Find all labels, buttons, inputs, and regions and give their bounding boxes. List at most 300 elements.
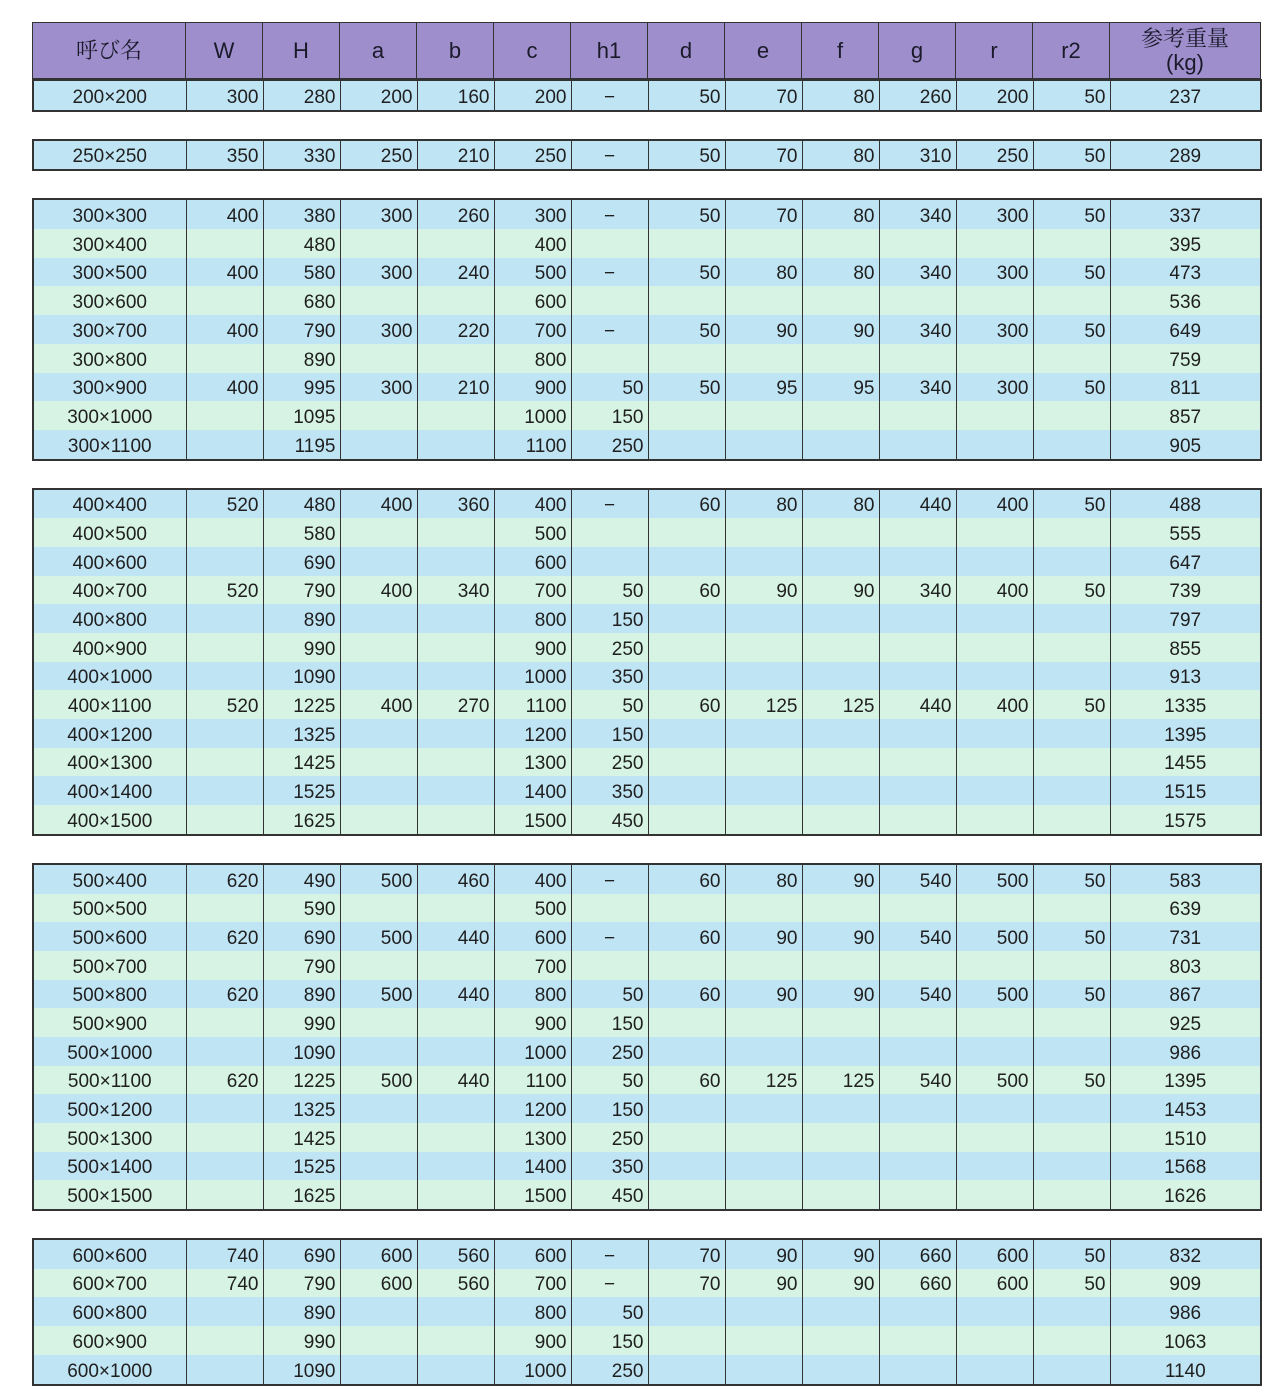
table-cell: 1225 [263,690,340,719]
table-cell: 250 [956,140,1033,171]
table-cell: 60 [648,864,725,894]
table-cell: 460 [417,864,494,894]
header-weight [1110,23,1261,79]
table-cell: 890 [263,1297,340,1326]
table-cell [340,805,417,835]
table-cell: 300 [956,199,1033,229]
table-cell: 797 [1110,604,1261,633]
table-cell [802,1355,879,1385]
table-cell: 95 [725,373,802,402]
table-row [33,80,1261,111]
table-cell: 739 [1110,576,1261,605]
table-cell: 80 [725,864,802,894]
table-cell [340,1297,417,1326]
table-cell [648,401,725,430]
table-cell: 200×200 [33,80,186,111]
table-cell: 986 [1110,1297,1261,1326]
table-cell [802,344,879,373]
table-cell: 300×400 [33,229,186,258]
table-cell [802,430,879,460]
table-cell: 50 [1033,1239,1110,1269]
table-row [33,518,1261,547]
table-cell: 905 [1110,430,1261,460]
table-cell: 488 [1110,489,1261,519]
table-cell [956,748,1033,777]
header-weight-unit: (kg) [1166,49,1204,75]
table-cell: 400×500 [33,518,186,547]
table-cell: 811 [1110,373,1261,402]
table-cell: 380 [263,199,340,229]
table-cell [648,1152,725,1181]
table-cell [879,1094,956,1123]
table-cell [186,1180,263,1210]
table-row [33,1355,1261,1385]
table-cell [956,1037,1033,1066]
table-cell [1033,951,1110,980]
table-cell [725,1123,802,1152]
table-cell: 600×600 [33,1239,186,1269]
table-cell [340,1326,417,1355]
table-cell: 690 [263,922,340,951]
table-cell: 803 [1110,951,1261,980]
table-cell: 450 [571,1180,648,1210]
table-cell: 400 [956,690,1033,719]
table-cell: 800 [494,604,571,633]
table-cell: 890 [263,980,340,1009]
table-cell [186,518,263,547]
table-cell: 867 [1110,980,1261,1009]
table-cell [186,894,263,923]
table-cell: 400×1400 [33,776,186,805]
table-cell: 340 [417,576,494,605]
table-cell [1033,1123,1110,1152]
table-row [33,1066,1261,1095]
table-cell: 500×1400 [33,1152,186,1181]
table-cell [186,1355,263,1385]
table-cell [417,1123,494,1152]
table-cell [879,1037,956,1066]
table-cell: 480 [263,489,340,519]
table-cell: 500 [956,1066,1033,1095]
table-cell [879,286,956,315]
table-row [33,1008,1261,1037]
table-cell [879,748,956,777]
table-cell [340,430,417,460]
table-cell: 310 [879,140,956,171]
table-cell: 50 [571,1066,648,1095]
table-cell [1033,229,1110,258]
table-cell [1033,1180,1110,1210]
table-cell: 500 [956,922,1033,951]
table-cell [186,633,263,662]
table-cell [1033,430,1110,460]
table-cell: 600 [956,1269,1033,1298]
table-cell [417,1008,494,1037]
table-cell: 90 [802,1269,879,1298]
table-cell: 300×300 [33,199,186,229]
header-r2: r2 [1033,23,1110,79]
table-cell [340,518,417,547]
group-gap [32,461,1259,488]
table-cell: 500 [340,1066,417,1095]
table-cell [956,805,1033,835]
table-cell: 890 [263,604,340,633]
table-cell: 300×900 [33,373,186,402]
table-cell [340,1094,417,1123]
table-cell: 400 [956,489,1033,519]
table-cell: 1500 [494,805,571,835]
table-cell: 500 [494,518,571,547]
table-cell: 60 [648,922,725,951]
table-cell: 280 [263,80,340,111]
table-cell [186,776,263,805]
table-cell [340,401,417,430]
table-cell: 660 [879,1239,956,1269]
table-cell: 50 [571,576,648,605]
table-cell: 1510 [1110,1123,1261,1152]
table-cell [1033,633,1110,662]
table-cell [1033,1094,1110,1123]
table-cell: 900 [494,1008,571,1037]
table-cell: 240 [417,258,494,287]
table-cell: 555 [1110,518,1261,547]
table-cell: 400×1100 [33,690,186,719]
table-cell: 90 [802,922,879,951]
table-row [33,864,1261,894]
table-cell: 600×900 [33,1326,186,1355]
table-cell: 520 [186,576,263,605]
table-cell [417,1152,494,1181]
table-cell: 300 [186,80,263,111]
table-cell: 1300 [494,1123,571,1152]
table-cell: 1625 [263,1180,340,1210]
table-cell: 600 [494,922,571,951]
table-cell [956,1123,1033,1152]
table-cell: 250×250 [33,140,186,171]
table-cell: − [571,199,648,229]
table-cell: 600×1000 [33,1355,186,1385]
table-cell [802,518,879,547]
table-cell: 400×700 [33,576,186,605]
table-cell [340,748,417,777]
table-cell: 1000 [494,1355,571,1385]
table-cell: 260 [879,80,956,111]
table-cell [648,604,725,633]
table-cell: 60 [648,489,725,519]
table-cell [956,1094,1033,1123]
table-cell: 540 [879,922,956,951]
table-cell [1033,604,1110,633]
table-cell [340,286,417,315]
table-cell: 125 [802,1066,879,1095]
table-cell: 1000 [494,401,571,430]
table-cell [648,344,725,373]
table-cell: 90 [802,864,879,894]
table-cell: 1095 [263,401,340,430]
table-cell: 340 [879,258,956,287]
table-cell: 473 [1110,258,1261,287]
table-cell [648,1008,725,1037]
table-cell: 150 [571,604,648,633]
table-row [33,1269,1261,1298]
table-row [33,258,1261,287]
table-cell: 639 [1110,894,1261,923]
table-cell [879,719,956,748]
table-cell [956,547,1033,576]
table-cell [417,662,494,691]
table-cell [956,1355,1033,1385]
table-cell: 440 [417,922,494,951]
table-cell: 450 [571,805,648,835]
table-cell [340,719,417,748]
table-cell [571,518,648,547]
table-cell: 1200 [494,1094,571,1123]
table-cell: 60 [648,576,725,605]
table-cell [802,1180,879,1210]
table-cell: 125 [802,690,879,719]
table-cell: 1090 [263,1355,340,1385]
table-row [33,1326,1261,1355]
table-cell: 580 [263,518,340,547]
table-cell [725,1008,802,1037]
table-cell [186,430,263,460]
table-cell [725,1326,802,1355]
table-row [33,748,1261,777]
table-cell [1033,719,1110,748]
table-cell [879,401,956,430]
table-cell: 350 [571,1152,648,1181]
table-cell [340,1037,417,1066]
table-cell: 440 [879,690,956,719]
table-cell: 1400 [494,1152,571,1181]
table-cell [340,662,417,691]
group-table [32,863,1262,1211]
table-cell: 1300 [494,748,571,777]
table-cell: 500×600 [33,922,186,951]
table-cell: 900 [494,633,571,662]
table-group [32,488,1259,836]
table-cell: 1500 [494,1180,571,1210]
table-cell: 500×1500 [33,1180,186,1210]
table-cell [802,633,879,662]
table-cell [648,1123,725,1152]
table-cell [879,1326,956,1355]
table-cell [956,1152,1033,1181]
table-cell: 1575 [1110,805,1261,835]
table-cell: 50 [648,199,725,229]
table-cell: 300 [340,258,417,287]
table-cell: 300 [340,373,417,402]
table-cell: 90 [725,1239,802,1269]
table-cell [802,604,879,633]
table-cell: 50 [571,373,648,402]
table-cell: 540 [879,864,956,894]
table-row [33,894,1261,923]
table-cell [956,1180,1033,1210]
table-cell: 1090 [263,662,340,691]
table-cell [725,430,802,460]
table-cell: 90 [725,315,802,344]
table-cell: 250 [571,1355,648,1385]
table-cell [725,951,802,980]
table-cell: − [571,258,648,287]
table-cell [417,518,494,547]
table-cell [571,894,648,923]
table-cell: 50 [648,258,725,287]
table-cell: 250 [340,140,417,171]
table-cell [802,1008,879,1037]
table-cell: 50 [1033,489,1110,519]
group-gap [32,112,1259,139]
group-table [32,488,1262,836]
table-cell: 1225 [263,1066,340,1095]
table-cell: 520 [186,489,263,519]
table-cell: 832 [1110,1239,1261,1269]
table-cell: 690 [263,547,340,576]
table-cell: 80 [725,258,802,287]
table-cell: 1626 [1110,1180,1261,1210]
table-cell: 300 [340,199,417,229]
table-cell: 95 [802,373,879,402]
spec-table-page [32,22,1259,1386]
table-cell [186,951,263,980]
table-cell [648,633,725,662]
table-cell [1033,1008,1110,1037]
table-cell: 1525 [263,1152,340,1181]
table-row [33,140,1261,171]
table-cell [1033,1297,1110,1326]
table-cell: 1515 [1110,776,1261,805]
table-cell: 990 [263,1008,340,1037]
table-cell: 90 [802,315,879,344]
table-cell: 400 [186,373,263,402]
table-cell [648,547,725,576]
table-cell [417,286,494,315]
table-cell [417,1094,494,1123]
table-cell: 260 [417,199,494,229]
table-cell [186,1037,263,1066]
table-cell [879,518,956,547]
table-cell: 150 [571,719,648,748]
table-cell: 50 [648,315,725,344]
table-cell: 250 [571,1037,648,1066]
table-cell [802,805,879,835]
table-cell: 350 [571,776,648,805]
table-cell: 250 [571,748,648,777]
table-cell: 50 [1033,576,1110,605]
table-cell: 500×800 [33,980,186,1009]
table-cell: 330 [263,140,340,171]
table-cell: 1625 [263,805,340,835]
table-cell: 700 [494,1269,571,1298]
header-weight-label: 参考重量 [1140,25,1229,51]
table-cell [725,894,802,923]
table-cell: 1568 [1110,1152,1261,1181]
table-row [33,1239,1261,1269]
table-cell: 1000 [494,1037,571,1066]
table-cell [956,951,1033,980]
table-cell: 1425 [263,748,340,777]
table-cell: 300×700 [33,315,186,344]
table-cell [340,1355,417,1385]
table-cell [417,1326,494,1355]
table-cell: 200 [956,80,1033,111]
table-cell: 250 [571,1123,648,1152]
table-cell [648,951,725,980]
table-row [33,776,1261,805]
table-cell: 990 [263,1326,340,1355]
table-cell [802,719,879,748]
table-cell: 1100 [494,430,571,460]
table-cell: 400×800 [33,604,186,633]
table-cell: − [571,80,648,111]
table-cell [648,805,725,835]
table-row [33,344,1261,373]
table-cell [1033,662,1110,691]
table-cell: 560 [417,1239,494,1269]
spec-table-header [32,22,1261,79]
table-cell: 300×800 [33,344,186,373]
table-cell [417,1180,494,1210]
table-cell: 50 [571,1297,648,1326]
table-cell: 1100 [494,1066,571,1095]
table-cell: 790 [263,315,340,344]
table-cell [1033,748,1110,777]
table-cell: 1000 [494,662,571,691]
table-cell: 790 [263,1269,340,1298]
header-g: g [879,23,956,79]
table-cell [186,604,263,633]
table-cell: 649 [1110,315,1261,344]
table-group [32,1238,1259,1385]
table-cell [879,633,956,662]
table-cell: 200 [494,80,571,111]
table-cell [956,662,1033,691]
table-cell: 1140 [1110,1355,1261,1385]
table-cell [340,1008,417,1037]
table-cell [340,1123,417,1152]
table-cell [879,229,956,258]
table-cell: 160 [417,80,494,111]
table-cell: 400×1500 [33,805,186,835]
table-cell: 125 [725,690,802,719]
table-cell [1033,286,1110,315]
table-cell [725,401,802,430]
table-cell: 350 [571,662,648,691]
table-cell: 500×400 [33,864,186,894]
table-row [33,1297,1261,1326]
table-cell: − [571,140,648,171]
table-cell: 400 [494,229,571,258]
table-cell: 50 [1033,1269,1110,1298]
table-row [33,1037,1261,1066]
table-cell: 480 [263,229,340,258]
table-row [33,547,1261,576]
table-group [32,79,1259,112]
table-cell: 1200 [494,719,571,748]
table-cell: 80 [802,258,879,287]
table-cell: 300×600 [33,286,186,315]
table-cell: 300×1000 [33,401,186,430]
table-cell [648,776,725,805]
table-cell: 759 [1110,344,1261,373]
table-cell [725,344,802,373]
table-cell [648,719,725,748]
table-cell [956,1297,1033,1326]
table-cell [340,1180,417,1210]
table-cell: 857 [1110,401,1261,430]
table-cell: 300 [956,315,1033,344]
